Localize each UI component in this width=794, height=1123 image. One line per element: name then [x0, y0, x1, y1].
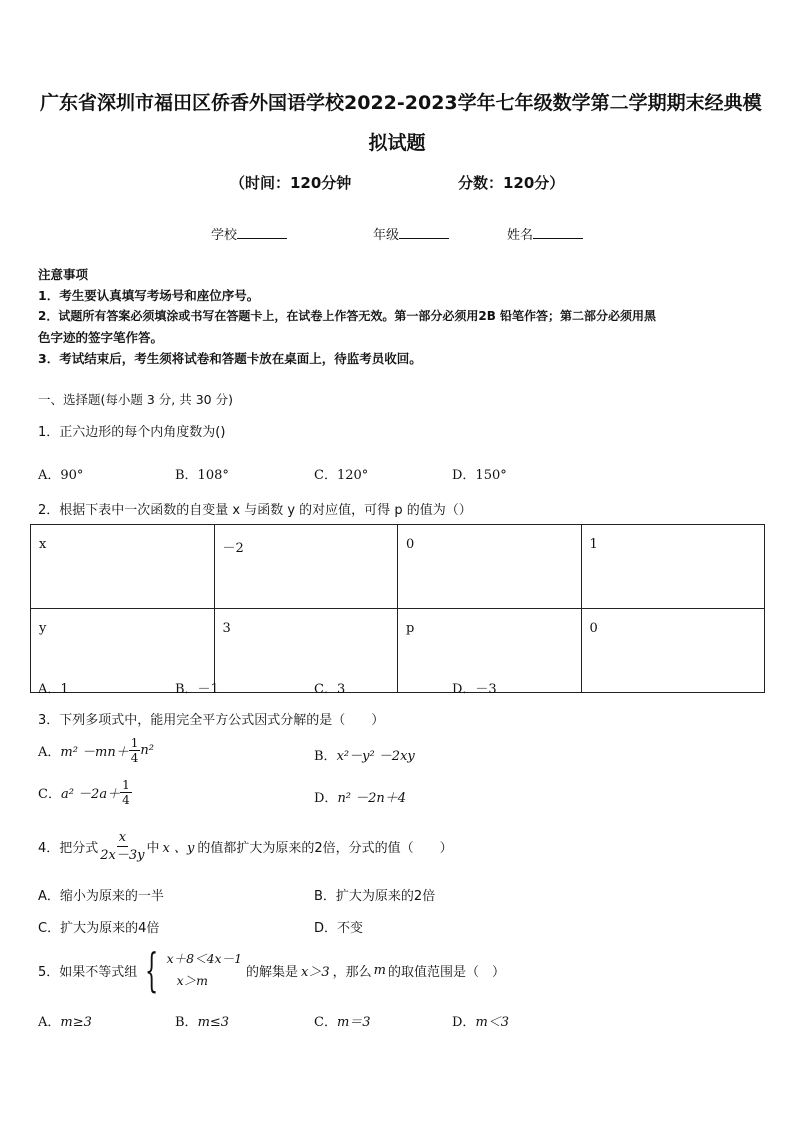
table-cell: 0 [581, 609, 765, 693]
frac-denominator: 2x－3y [100, 848, 145, 863]
fraction [129, 736, 141, 765]
q4-option-d[interactable]: D．不变 [314, 921, 364, 936]
q5-option-d[interactable] [452, 1011, 509, 1030]
inequality-2: x＞m [176, 973, 208, 988]
q4-option-c[interactable]: C．扩大为原来的4倍 [38, 921, 160, 936]
q1-option-a[interactable]: A．90° [38, 468, 84, 483]
notes-item-2-cont: 色字迹的签字笔作答。 [38, 330, 164, 345]
stem-text: 的值都扩大为原来的2倍，分式的值（ ） [197, 841, 453, 856]
name-field[interactable] [507, 224, 583, 243]
question-2-stem: 2．根据下表中一次函数的自变量 x 与函数 y 的对应值，可得 p 的值为（） [38, 503, 472, 518]
math-expr: m＜3 [475, 1015, 510, 1030]
notes-item-2: 2．试题所有答案必须填涂或书写在答题卡上，在试卷上作答无效。第一部分必须用2B 铅笔作答；第二部分必须用黑 [38, 309, 657, 323]
stem-text: 的取值范围是（ ） [388, 964, 506, 980]
notes-item-1: 1．考生要认真填写考场号和座位序号。 [38, 288, 260, 303]
stem-text: 4．把分式 [38, 841, 99, 856]
math-expr: m² －mn＋ [60, 745, 129, 760]
fraction [120, 778, 132, 807]
table-cell: 3 [214, 609, 398, 693]
inequality-system [167, 948, 242, 992]
math-expr: n² －2n＋4 [337, 791, 407, 806]
school-label: 学校 [211, 228, 238, 243]
option-label: B． [175, 1015, 198, 1030]
stem-text: ，那么 [332, 964, 372, 980]
q2-option-b[interactable]: B．－1 [175, 682, 219, 697]
frac-numerator: 1 [122, 778, 130, 792]
option-label: B． [314, 749, 337, 764]
math-expr: m [373, 962, 386, 978]
table-cell: p [398, 609, 582, 693]
math-expr: m≤3 [197, 1015, 230, 1030]
q2-option-c[interactable]: C．3 [314, 682, 346, 697]
name-blank[interactable] [533, 226, 583, 239]
math-expr: m＝3 [336, 1015, 371, 1030]
question-3-stem: 3．下列多项式中，能用完全平方公式因式分解的是（ ） [38, 713, 385, 728]
grade-blank[interactable] [399, 226, 449, 239]
q3-option-d[interactable] [314, 787, 406, 806]
option-label: A． [38, 745, 61, 760]
q1-option-c[interactable]: C．120° [314, 468, 369, 483]
option-label: C． [38, 787, 61, 802]
frac-numerator: x [118, 830, 127, 845]
grade-field[interactable] [373, 224, 449, 243]
school-blank[interactable] [237, 226, 287, 239]
math-expr: m≥3 [60, 1015, 92, 1030]
question-4-stem [38, 829, 453, 864]
frac-denominator: 4 [130, 751, 139, 765]
q3-option-b[interactable] [314, 745, 415, 764]
math-expr: x 、y [162, 841, 195, 856]
section-heading: 一、选择题(每小题 3 分, 共 30 分) [38, 392, 233, 407]
table-row [31, 609, 765, 693]
option-label: C． [314, 1015, 337, 1030]
stem-text: 中 [146, 841, 160, 856]
math-expr: a² －2a＋ [60, 787, 121, 802]
q5-option-c[interactable] [314, 1011, 371, 1030]
math-expr: x²－y² －2xy [336, 749, 415, 764]
stem-text: 的解集是 [246, 964, 299, 980]
option-label: D． [314, 791, 338, 806]
name-label: 姓名 [507, 228, 534, 243]
frac-denominator: 4 [122, 793, 130, 807]
q1-option-b[interactable]: B．108° [175, 468, 229, 483]
question-5-stem [38, 943, 506, 997]
q5-option-a[interactable] [38, 1011, 92, 1030]
q1-option-d[interactable]: D．150° [452, 468, 507, 483]
q4-option-a[interactable]: A．缩小为原来的一半 [38, 889, 164, 904]
math-expr: n² [140, 743, 154, 758]
table-cell: 1 [581, 525, 765, 609]
q3-option-c[interactable] [38, 778, 132, 807]
q5-option-b[interactable] [175, 1011, 229, 1030]
math-expr: x＞3 [301, 964, 330, 980]
table-cell: x [31, 525, 215, 609]
option-label: A． [38, 1015, 61, 1030]
table-cell: y [31, 609, 215, 693]
notes-item-3: 3．考试结束后，考生须将试卷和答题卡放在桌面上，待监考员收回。 [38, 351, 422, 366]
notes-heading: 注意事项 [38, 267, 89, 282]
q3-option-a[interactable] [38, 736, 154, 765]
q2-value-table [30, 524, 765, 693]
grade-label: 年级 [373, 228, 400, 243]
page-title: 广东省深圳市福田区侨香外国语学校2022-2023学年七年级数学第二学期期末经典模 [40, 92, 762, 114]
option-label: D． [452, 1015, 476, 1030]
page-title-line2: 拟试题 [368, 132, 426, 154]
frac-numerator: 1 [130, 736, 139, 750]
question-1-stem: 1．正六边形的每个内角度数为() [38, 425, 226, 440]
table-row [31, 525, 765, 609]
table-cell: －2 [214, 525, 398, 609]
q2-option-d[interactable]: D．－3 [452, 682, 497, 697]
fraction [98, 829, 146, 864]
inequality-1: x＋8＜4x－1 [166, 951, 243, 966]
table-cell: 0 [398, 525, 582, 609]
exam-time: （时间：120分钟 [230, 174, 352, 192]
left-brace-icon: { [145, 943, 159, 997]
school-field[interactable] [211, 224, 287, 243]
q4-option-b[interactable]: B．扩大为原来的2倍 [314, 889, 436, 904]
exam-score: 分数：120分） [458, 174, 565, 192]
stem-text: 5．如果不等式组 [38, 964, 138, 980]
q2-option-a[interactable]: A．1 [38, 682, 69, 697]
